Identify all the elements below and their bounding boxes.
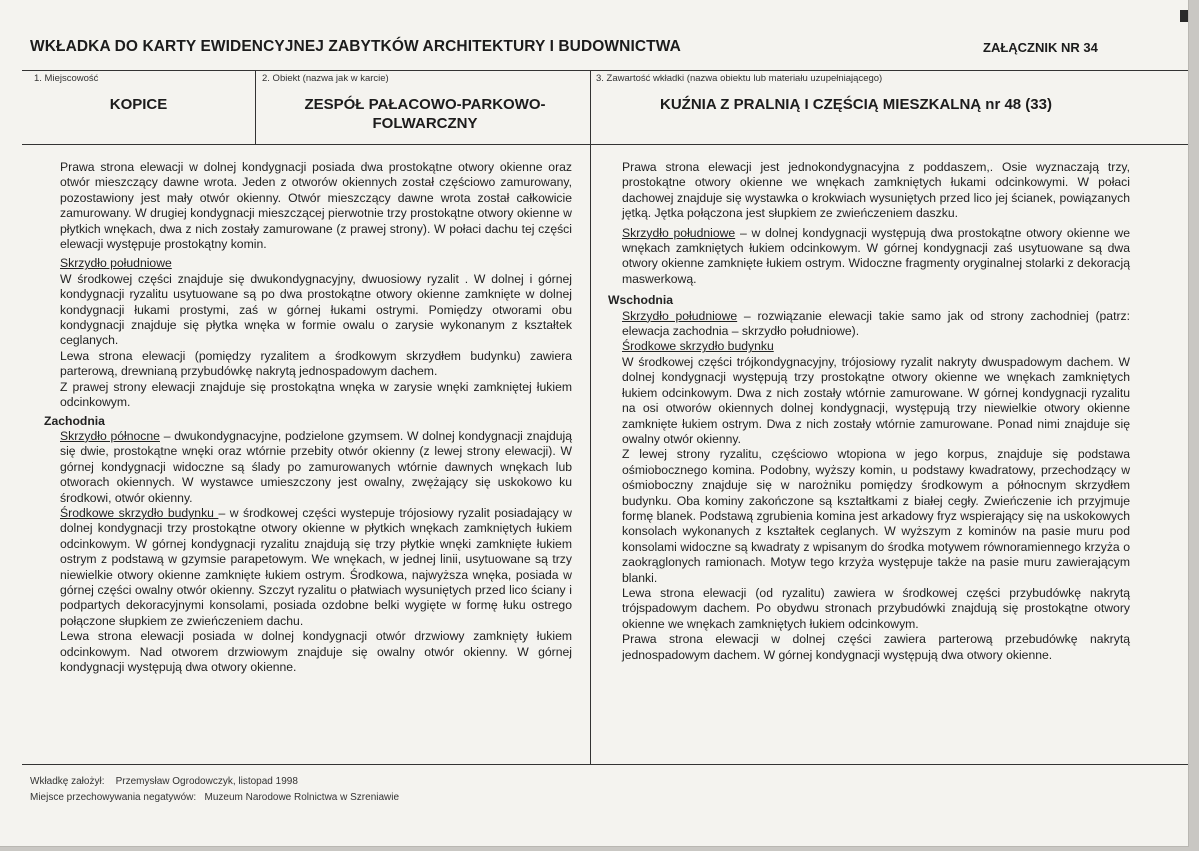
document-title: WKŁADKA DO KARTY EWIDENCYJNEJ ZABYTKÓW ARCHITEKTURY I BUDOWNICTWA bbox=[30, 38, 681, 55]
paragraph: W środkowej części znajduje się dwukondygnacyjny, dwuosiowy ryzalit . W dolnej i górnej kondygnacji ryzalitu usytuowane są po dwa prostokątne otwory okienne zamknięte w dolnej kondygnacji łukami prostymi, zaś w górnej łukami ostrymi. Pomiędzy otworami obu kondygnacji znajduje się płytka wnęka w formie owalu o zarysie wykonanym z kształtek ceglanych. bbox=[60, 271, 572, 348]
section-heading: Wschodnia bbox=[608, 293, 674, 308]
author-line bbox=[30, 776, 298, 787]
column-divider bbox=[590, 70, 591, 764]
paragraph: Z lewej strony ryzalitu, częściowo wtopiona w jego korpus, znajduje się podstawa ośmiobocznego komina. Podobny, wyższy komin, u podstawy kwadratowy, przechodzący w ośmioboczny znajduje się w narożniku pomiędzy środkowym a północnym skrzydłem budynku. Oba kominy zakończone są kształtkami z białej cegły. Zwieńczenie ich przyjmuje formę blanek. Podstawą zgrubienia komina jest arkadowy fryz wspierający się na uskokowych konsolach wykonanych z kształtek ceglanych. W wyższym z kominów na pasie muru pod konsolami widoczne są kwadraty z wpisanym do środka motywem równoramiennego krzyża o zaokrąglonych ramionach. Motyw tego krzyża występuje także na pasie muru zawierającym blanki. bbox=[622, 447, 1130, 585]
table-bottom-rule bbox=[22, 764, 1188, 765]
author-label: Wkładkę założył: bbox=[30, 776, 105, 787]
field-divider-1 bbox=[255, 70, 256, 144]
paragraph: Lewa strona elewacji (od ryzalitu) zawiera w środkowej części przybudówkę nakrytą trójspadowym dachem. Po obydwu stronach przybudówki znajdują się prostokątne otwory okienne we wnękach zamkniętych łukiem odcinkowym. bbox=[622, 585, 1130, 631]
content-value: KUŹNIA Z PRALNIĄ I CZĘŚCIĄ MIESZKALNĄ nr 48 (33) bbox=[660, 96, 1052, 113]
annex-number: ZAŁĄCZNIK NR 34 bbox=[983, 40, 1098, 55]
content-label: 3. Zawartość wkładki (nazwa obiektu lub materiału uzupełniającego) bbox=[596, 73, 883, 84]
paragraph: – rozwiązanie elewacji takie samo jak od strony zachodniej (patrz: elewacja zachodnia – skrzydło południowe). bbox=[622, 308, 1130, 339]
left-text-column bbox=[44, 160, 572, 675]
locality-value: KOPICE bbox=[109, 96, 168, 113]
paragraph: Prawa strona elewacji w dolnej kondygnacji posiada dwa prostokątne otwory okienne oraz otwór mieszczący dawne wrota. Jeden z otworów okiennych został częściowo zamurowany, pozostawiony jest mały otwór okienny. Otwór mieszczący dawne wrota został całkowicie zamurowany. W drugiej kondygnacji mieszczącej pierwotnie trzy prostokątne otwory okienne w płytkich wnękach, dwa z nich zostały zamurowane (z prawej strony). W połaci dachu tej części elewacji występuje prostokątny komin. bbox=[60, 160, 572, 252]
paragraph: Z prawej strony elewacji znajduje się prostokątna wnęka w zarysie wnęki zamkniętej łukiem odcinkowym. bbox=[60, 379, 572, 410]
paragraph: Lewa strona elewacji posiada w dolnej kondygnacji otwór drzwiowy zamknięty łukiem odcinkowym. Nad otworem drzwiowym znajduje się owalny otwór okienny. W górnej kondygnacji występują dwa otwory okienne. bbox=[60, 629, 572, 674]
table-header-bottom-rule bbox=[22, 144, 1188, 145]
subsection-heading: Skrzydło północne bbox=[60, 428, 160, 443]
paragraph: – w środkowej części wystepuje trójosiowy ryzalit posiadający w dolnej kondygnacji trzy prostokątne otwory okienne w płytkich wnękach zamkniętych łukiem odcinkowym. W górnej kondygnacji ryzalitu znajdują się trzy płytkie wnęki zamknięte łukiem ostrym z podstawą w gzymsie parapetowym. We wnękach, w jednej linii, usytuowane są trzy niewielkie otwory okienne zamknięte łukiem ostrym. Środkowa, najwyższa wnęka, posiada w górnej części owalny otwór okienny. Szczyt ryzalitu o płatwiach wysuniętych przed lico ściany i podpartych dekoracyjnymi konsolami, posiada ozdobne belki wygięte w formę łuku ostrego połączone słupkiem ze zwieńczeniem dachu. bbox=[60, 505, 572, 628]
author-value: Przemysław Ogrodowczyk, listopad 1998 bbox=[115, 776, 298, 787]
page-corner-mark bbox=[1180, 10, 1188, 22]
paragraph: W środkowej części trójkondygnacyjny, trójosiowy ryzalit nakryty dwuspadowym dachem. W dolnej kondygnacji występują trzy prostokątne otwory okienne we wnękach zamkniętych łukiem odcinkowym. Dwa z nich zostały wtórnie zamurowane. W górnej kondygnacji ryzalitu na osi otworów okiennych dolnej kondygnacji, występują trzy niewielkie otwory okienne zamknięte łukiem ostrym. Dwa z nich zostały wtórnie zamurowane. Ponad nimi znajduje się owalny otwór okienny. bbox=[622, 354, 1130, 446]
subsection-heading: Skrzydło południowe bbox=[622, 225, 736, 240]
paragraph: – w dolnej kondygnacji występują dwa prostokątne otwory okienne we wnękach zamkniętych łukiem odcinkowym. W górnej kondygnacji zaś usytuowane są dwa otwory okienne zamknięte łukiem ostrym. Widoczne fragmenty oryginalnej stolarki z dekoracją maswerkową. bbox=[622, 225, 1130, 286]
locality-label: 1. Miejscowość bbox=[34, 73, 99, 84]
subsection-heading: Skrzydło południowe bbox=[622, 308, 738, 323]
paragraph: Lewa strona elewacji (pomiędzy ryzalitem a środkowym skrzydłem budynku) zawiera parterową, drewnianą przybudówkę nakrytą jednospadowym dachem. bbox=[60, 348, 572, 379]
object-value: ZESPÓŁ PAŁACOWO-PARKOWO-FOLWARCZNY bbox=[304, 96, 546, 132]
section-heading: Zachodnia bbox=[44, 413, 105, 428]
paragraph: Prawa strona elewacji w dolnej części zawiera parterową przebudówkę nakrytą jednospadowym dachem. W górnej kondygnacji występują dwa otwory okienne. bbox=[622, 632, 1130, 662]
subsection-heading: Środkowe skrzydło budynku bbox=[60, 505, 219, 520]
subsection-heading: Środkowe skrzydło budynku bbox=[622, 339, 774, 354]
storage-value: Muzeum Narodowe Rolnictwa w Szreniawie bbox=[204, 792, 400, 803]
paragraph: Prawa strona elewacji jest jednokondygnacyjna z poddaszem,. Osie wyznaczają trzy, prostokątne otwory okienne we wnękach zamkniętych łukami odcinkowymi. W połaci dachowej znajduje się wystawka o krokwiach wysuniętych przed lico jej ścianek, powiązanych jętką. Jętka połączona jest słupkiem ze zwieńczeniem daszku. bbox=[622, 160, 1130, 221]
object-label: 2. Obiekt (nazwa jak w karcie) bbox=[262, 73, 389, 84]
paragraph: – dwukondygnacyjne, podzielone gzymsem. W dolnej kondygnacji znajdują się dwie, prostokątne wnęki oraz wtórnie przebity otwór okienny (z lewej strony elewacji). W górnej kondygnacji widoczne są ślady po zamurowanych wtórnie dawnych wnękach lub otworach okiennych. W wystawce umieszczony jest owalny, zwężający się uskokowo ku środkowi, otwór okienny. bbox=[60, 428, 572, 505]
subsection-heading: Skrzydło południowe bbox=[60, 256, 172, 271]
negatives-storage-line bbox=[30, 792, 399, 803]
table-top-rule bbox=[22, 70, 1188, 71]
storage-label: Miejsce przechowywania negatywów: bbox=[30, 792, 197, 803]
right-text-column bbox=[608, 160, 1130, 663]
